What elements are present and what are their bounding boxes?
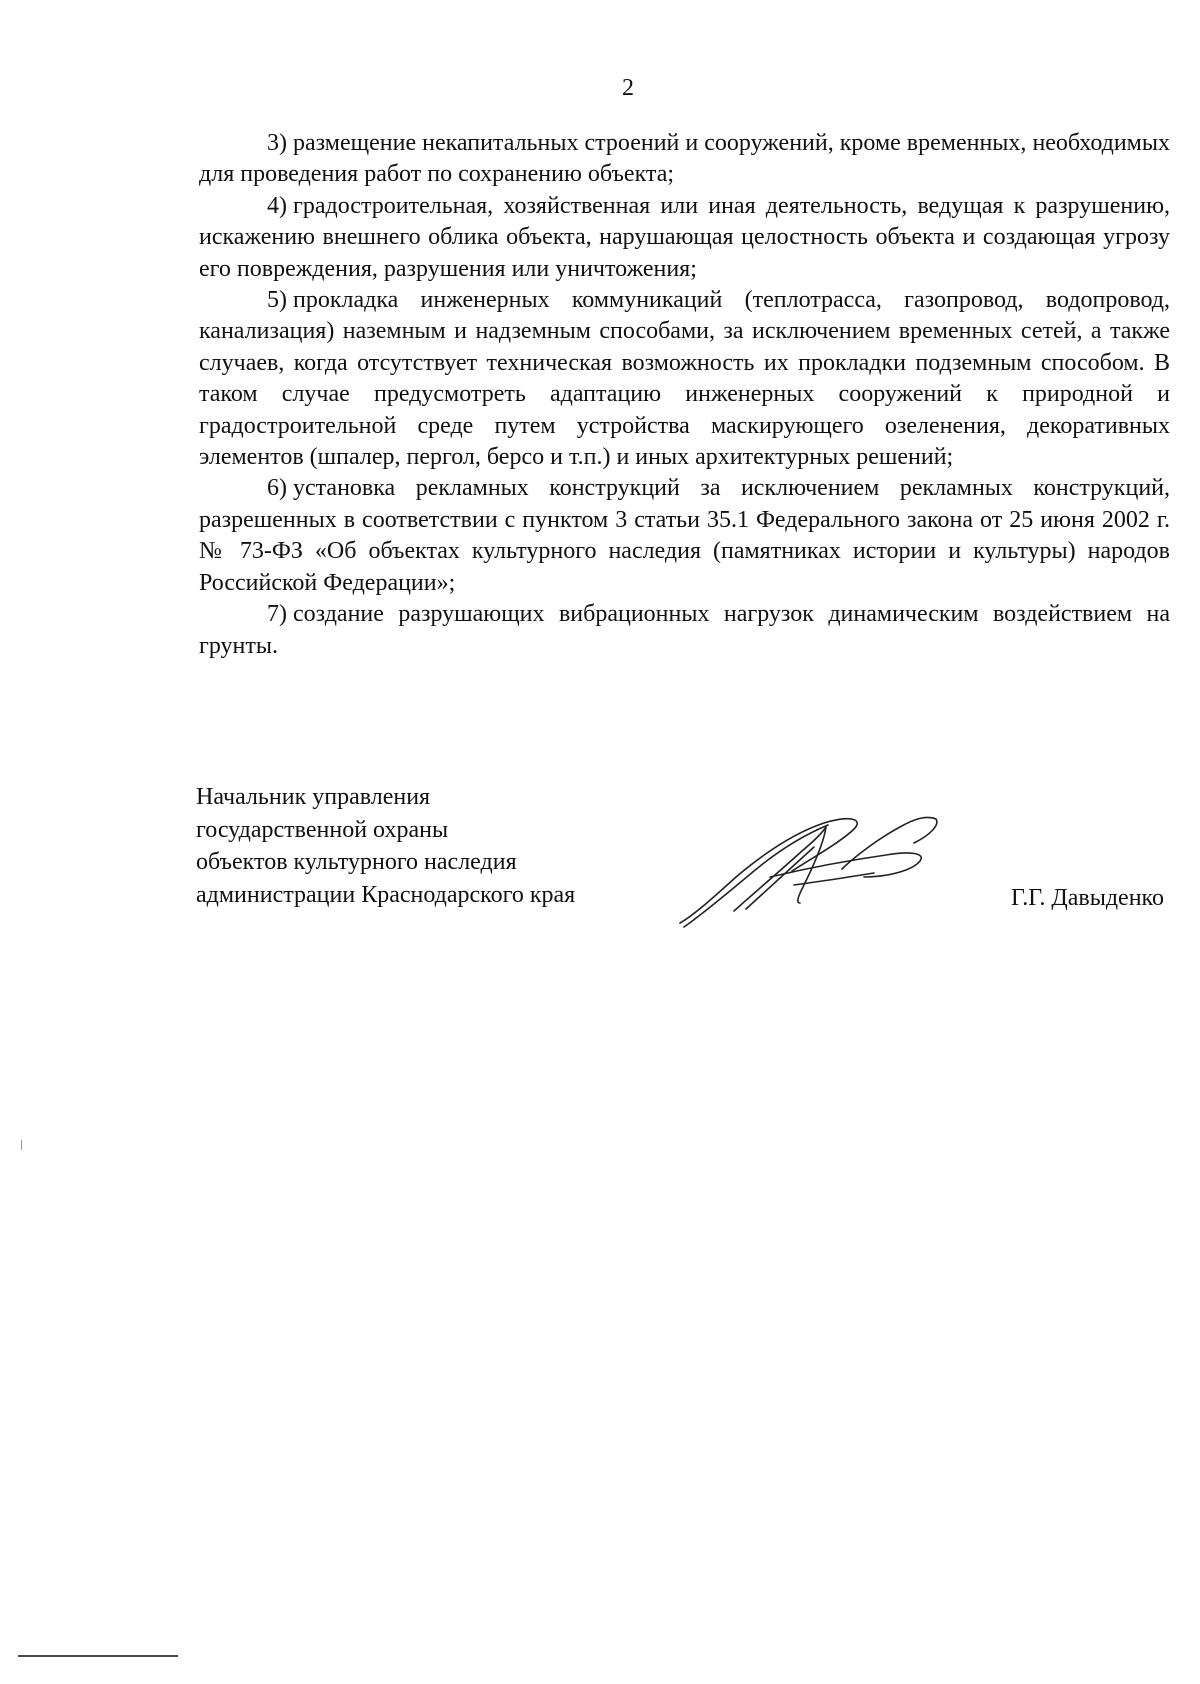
position-line: государственной охраны	[196, 816, 449, 843]
restrictions-list	[199, 128, 1170, 662]
item-text: прокладка инженерных коммуникаций (теплотрасса, газопровод, водопровод, канализация) наземным и надземным способами, за исключением временных сетей, а также случаев, когда отсутствует техническая возможность их прокладки подземным способом. В таком случае предусмотреть адаптацию инженерных сооружений к природной и градостроительной среде путем устройства маскирующего озеленения, декоративных элементов (шпалер, пергол, берсо и т.п.) и иных архитектурных решений;	[199, 287, 1170, 471]
signature-block	[196, 781, 1176, 941]
item-text: градостроительная, хозяйственная или иная деятельность, ведущая к разрушению, искажению внешнего облика объекта, нарушающая целостность объекта и создающая угрозу его повреждения, разрушения или уничтожения;	[199, 192, 1170, 282]
page-number: 2	[622, 75, 634, 101]
item-text: размещение некапитальных строений и сооружений, кроме временных, необходимых для проведения работ по сохранению объекта;	[199, 130, 1170, 188]
list-item	[199, 128, 1170, 191]
item-number: 7)	[267, 601, 287, 628]
list-item	[199, 285, 1170, 473]
signer-name: Г.Г. Давыденко	[1011, 885, 1164, 911]
item-number: 3)	[267, 130, 287, 156]
position-line: объектов культурного наследия	[196, 849, 517, 875]
item-text: создание разрушающих вибрационных нагрузок динамическим воздействием на грунты.	[199, 601, 1170, 659]
item-number: 6)	[267, 475, 287, 502]
item-text: установка рекламных конструкций за исключением рекламных конструкций, разрешенных в соответствии с пунктом 3 статьи 35.1 Федерального закона от 25 июня 2002 г. № 73-ФЗ «Об объектах культурного наследия (памятниках истории и культуры) народов Российской Федерации»;	[199, 475, 1170, 596]
scan-artifact-line	[18, 1655, 178, 1657]
list-item	[199, 191, 1170, 285]
signer-position	[196, 781, 716, 911]
position-line: Начальник управления	[196, 784, 431, 810]
list-item	[199, 473, 1170, 599]
scan-artifact	[21, 1140, 22, 1150]
position-line: администрации Краснодарского края	[196, 881, 576, 908]
handwritten-signature	[674, 811, 944, 931]
item-number: 5)	[267, 287, 287, 314]
list-item	[199, 599, 1170, 662]
item-number: 4)	[267, 192, 287, 219]
